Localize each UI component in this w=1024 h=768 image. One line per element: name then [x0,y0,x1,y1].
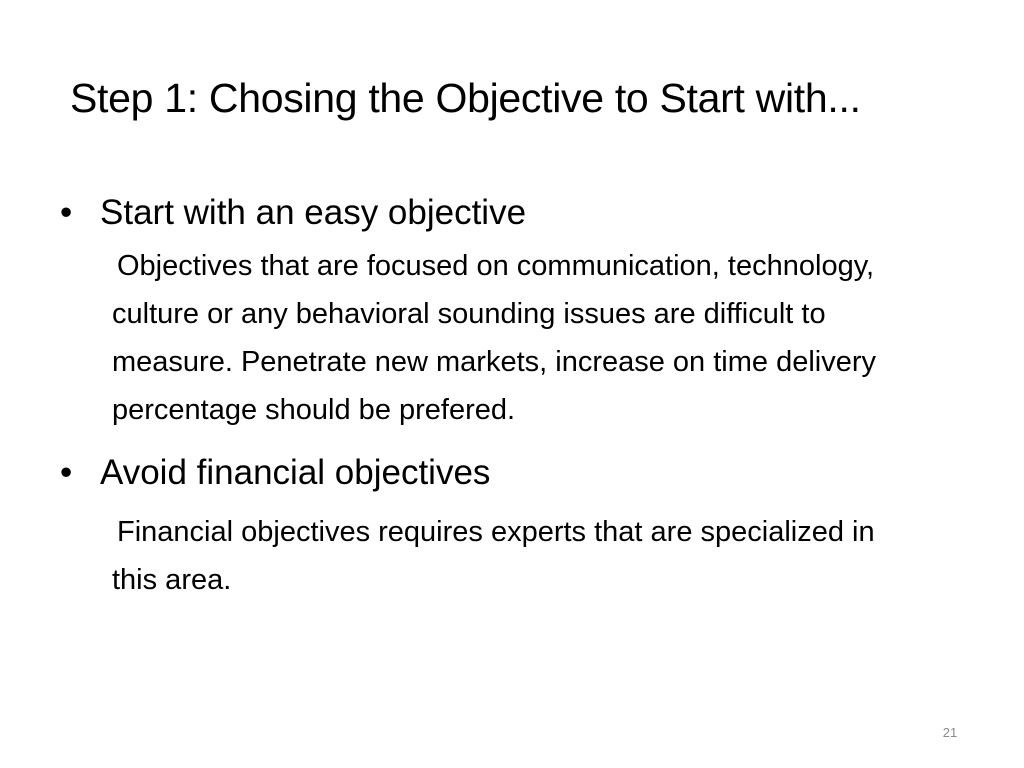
bullet-item-easy-objective [58,188,958,434]
bullet-list [58,188,958,604]
bullet-body-text: Financial objectives requires experts that are specialized in this area. [112,516,875,596]
bullet-row [58,448,958,498]
page-number: 21 [942,725,958,740]
bullet-heading: Start with an easy objective [100,193,527,232]
bullet-icon: • [60,453,73,492]
slide-title: Step 1: Chosing the Objective to Start with... [70,75,861,121]
bullet-body-text: Objectives that are focused on communication, technology, culture or any behavioral sounding issues are difficult to measure. Penetrate new markets, increase on time delivery percentage should be prefered. [112,250,877,426]
bullet-row [58,188,958,238]
bullet-icon: • [60,193,73,232]
bullet-item-financial-objectives [58,448,958,604]
bullet-heading: Avoid financial objectives [100,453,491,492]
